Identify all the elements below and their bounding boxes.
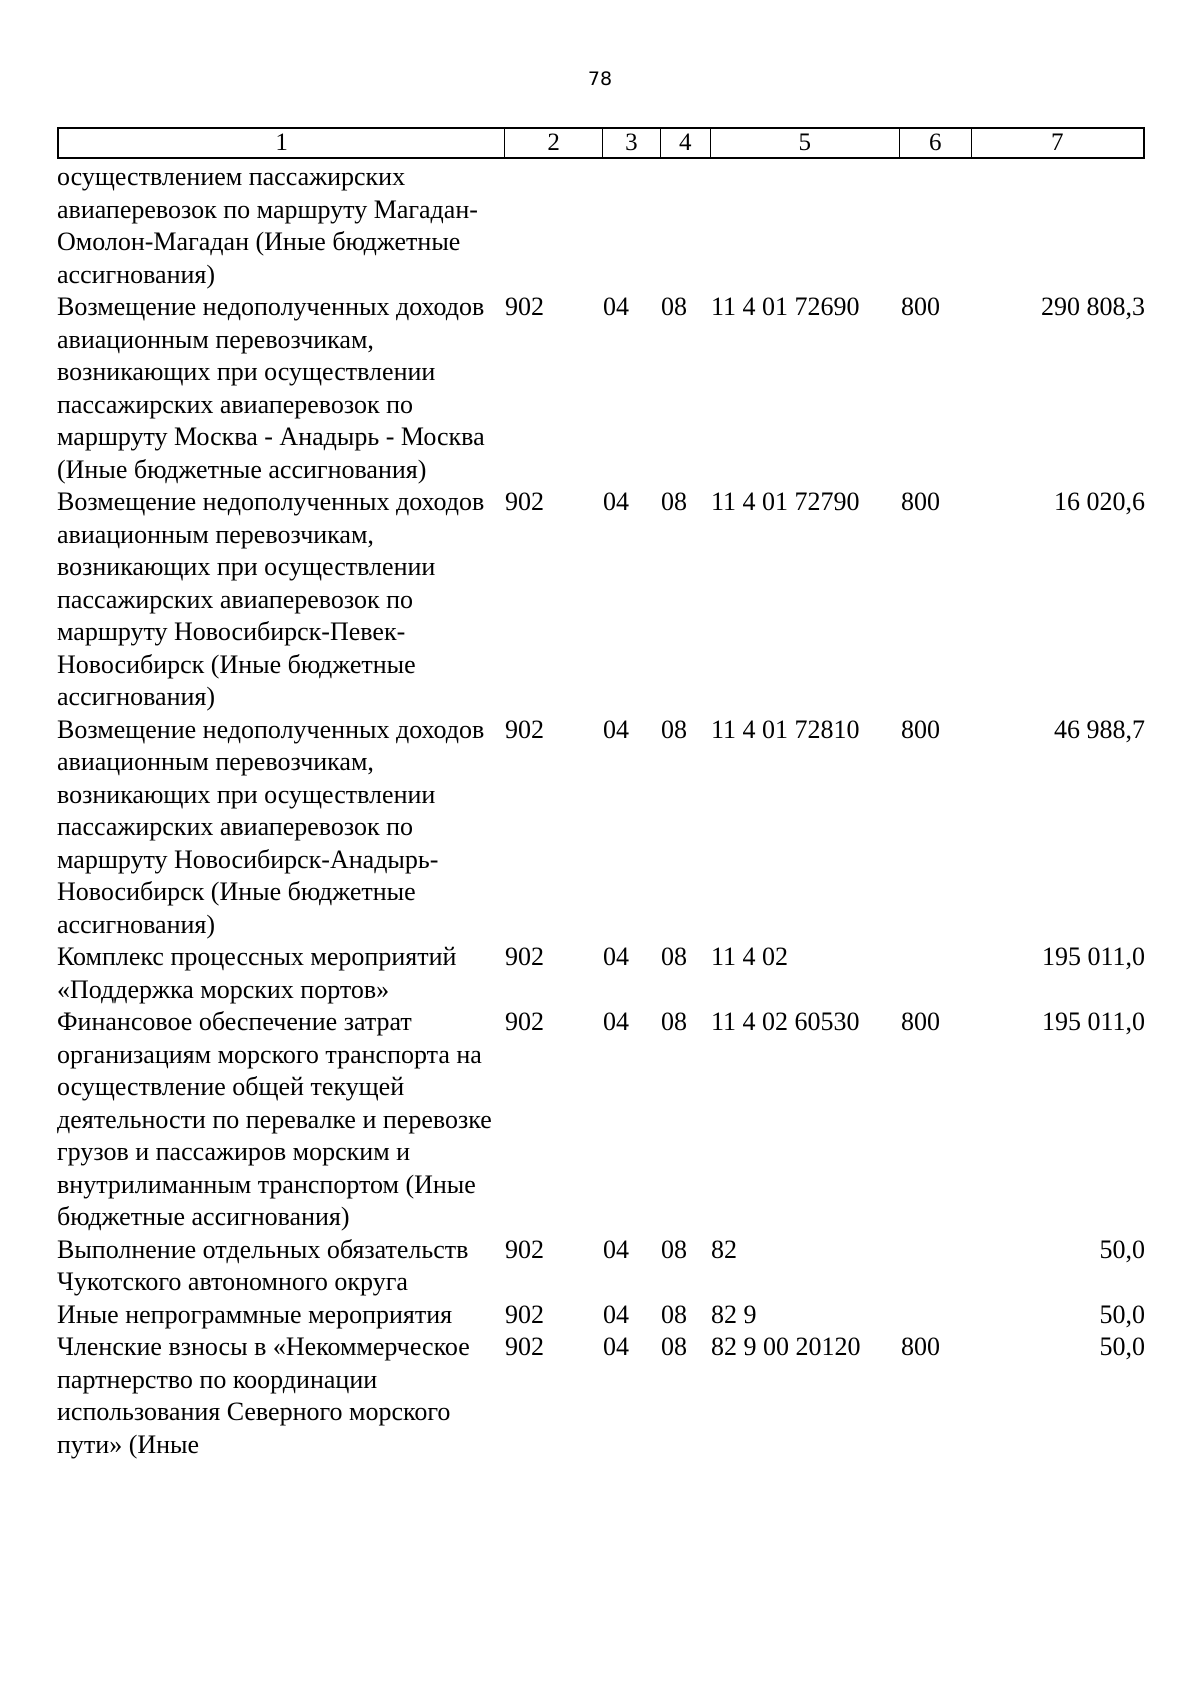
row-gr-code: 902 — [505, 942, 544, 971]
row-target-code: 82 — [711, 1234, 737, 1264]
row-description: Членские взносы в «Некоммерческое партнерство по координации использования Северного морского пути» (Иные — [57, 1332, 470, 1459]
table-row — [57, 161, 1145, 291]
row-expense-type — [901, 1299, 973, 1332]
table-row — [57, 486, 1145, 714]
row-subsection-code: 08 — [661, 1299, 687, 1329]
header-cell-4: 4 — [661, 129, 711, 157]
row-gr-code: 902 — [505, 487, 544, 516]
header-cell-7: 7 — [1051, 129, 1064, 156]
row-subsection-code: 08 — [661, 714, 687, 744]
row-amount: 16 020,6 — [1054, 487, 1145, 516]
row-target-code — [711, 161, 901, 291]
row-gr-code: 902 — [505, 714, 544, 744]
row-target-code: 11 4 01 72790 — [711, 487, 860, 516]
table-header — [57, 127, 1145, 159]
row-section-code: 04 — [603, 487, 629, 516]
budget-table — [57, 161, 1145, 1461]
row-description: осуществлением пассажирских авиаперевозок по маршруту Магадан-Омолон-Магадан (Иные бюджетные ассигнования) — [57, 162, 478, 289]
row-expense-type — [901, 941, 973, 1006]
row-subsection-code: 08 — [661, 292, 687, 321]
row-amount: 50,0 — [1099, 1299, 1145, 1329]
row-expense-type: 800 — [901, 487, 940, 516]
row-expense-type: 800 — [901, 1332, 940, 1361]
header-cell-5: 5 — [711, 129, 900, 157]
table-row — [57, 1006, 1145, 1234]
header-cell-1: 1 — [59, 129, 505, 157]
table-row — [57, 941, 1145, 1006]
row-subsection-code: 08 — [661, 1332, 687, 1361]
header-cell-2: 2 — [505, 129, 603, 157]
row-description: Возмещение недополученных доходов авиационным перевозчикам, возникающих при осуществлении пассажирских авиаперевозок по маршруту Москва - Анадырь - Москва (Иные бюджетные ассигнования) — [57, 292, 485, 484]
row-description: Иные непрограммные мероприятия — [57, 1299, 453, 1329]
table-row — [57, 1299, 1145, 1332]
table-row — [57, 1234, 1145, 1299]
row-amount: 195 011,0 — [1041, 942, 1145, 971]
row-subsection-code: 08 — [661, 487, 687, 516]
table-row — [57, 714, 1145, 942]
row-amount: 195 011,0 — [1041, 1007, 1145, 1036]
row-subsection-code — [661, 161, 711, 291]
row-section-code: 04 — [603, 714, 629, 744]
row-subsection-code: 08 — [661, 942, 687, 971]
row-target-code: 11 4 01 72690 — [711, 292, 860, 321]
row-section-code: 04 — [603, 1234, 629, 1264]
row-expense-type — [901, 161, 973, 291]
row-description: Комплекс процессных мероприятий «Поддержка морских портов» — [57, 942, 457, 1004]
row-target-code: 11 4 02 60530 — [711, 1007, 860, 1036]
row-target-code: 11 4 01 72810 — [711, 714, 860, 744]
row-description: Возмещение недополученных доходов авиационным перевозчикам, возникающих при осуществлении пассажирских авиаперевозок по маршруту Новосибирск-Певек-Новосибирск (Иные бюджетные ассигнования) — [57, 487, 485, 711]
row-amount — [973, 161, 1145, 291]
row-description: Финансовое обеспечение затрат организациям морского транспорта на осуществление общей текущей деятельности по перевалке и перевозке грузов и пассажиров морским и внутрилиманным транспортом (Иные бюджетные ассигнования) — [57, 1007, 492, 1231]
row-section-code: 04 — [603, 1007, 629, 1036]
row-expense-type: 800 — [901, 292, 940, 321]
row-section-code: 04 — [603, 942, 629, 971]
row-expense-type: 800 — [901, 714, 940, 744]
row-section-code: 04 — [603, 292, 629, 321]
row-target-code: 11 4 02 — [711, 942, 789, 971]
row-description: Возмещение недополученных доходов авиационным перевозчикам, возникающих при осуществлении пассажирских авиаперевозок по маршруту Новосибирск-Анадырь-Новосибирск (Иные бюджетные ассигнования) — [57, 714, 485, 939]
row-section-code: 04 — [603, 1332, 629, 1361]
row-gr-code — [505, 161, 603, 291]
row-expense-type: 800 — [901, 1007, 940, 1036]
row-target-code: 82 9 — [711, 1299, 757, 1329]
row-target-code: 82 9 00 20120 — [711, 1332, 861, 1361]
table-row — [57, 1331, 1145, 1461]
header-cell-3: 3 — [603, 129, 661, 157]
row-amount: 290 808,3 — [1041, 292, 1145, 321]
row-section-code: 04 — [603, 1299, 629, 1329]
row-gr-code: 902 — [505, 1007, 544, 1036]
row-gr-code: 902 — [505, 1299, 544, 1329]
page-number: 78 — [587, 68, 613, 90]
row-subsection-code: 08 — [661, 1007, 687, 1036]
row-description: Выполнение отдельных обязательств Чукотского автономного округа — [57, 1234, 469, 1296]
row-amount: 46 988,7 — [1054, 714, 1145, 744]
table-row — [57, 291, 1145, 486]
row-amount: 50,0 — [1099, 1234, 1145, 1264]
row-expense-type — [901, 1234, 973, 1299]
row-gr-code: 902 — [505, 1332, 544, 1361]
row-gr-code: 902 — [505, 292, 544, 321]
row-amount: 50,0 — [1099, 1332, 1145, 1361]
header-cell-6: 6 — [900, 129, 972, 157]
row-section-code — [603, 161, 661, 291]
row-gr-code: 902 — [505, 1234, 544, 1264]
row-subsection-code: 08 — [661, 1234, 687, 1264]
